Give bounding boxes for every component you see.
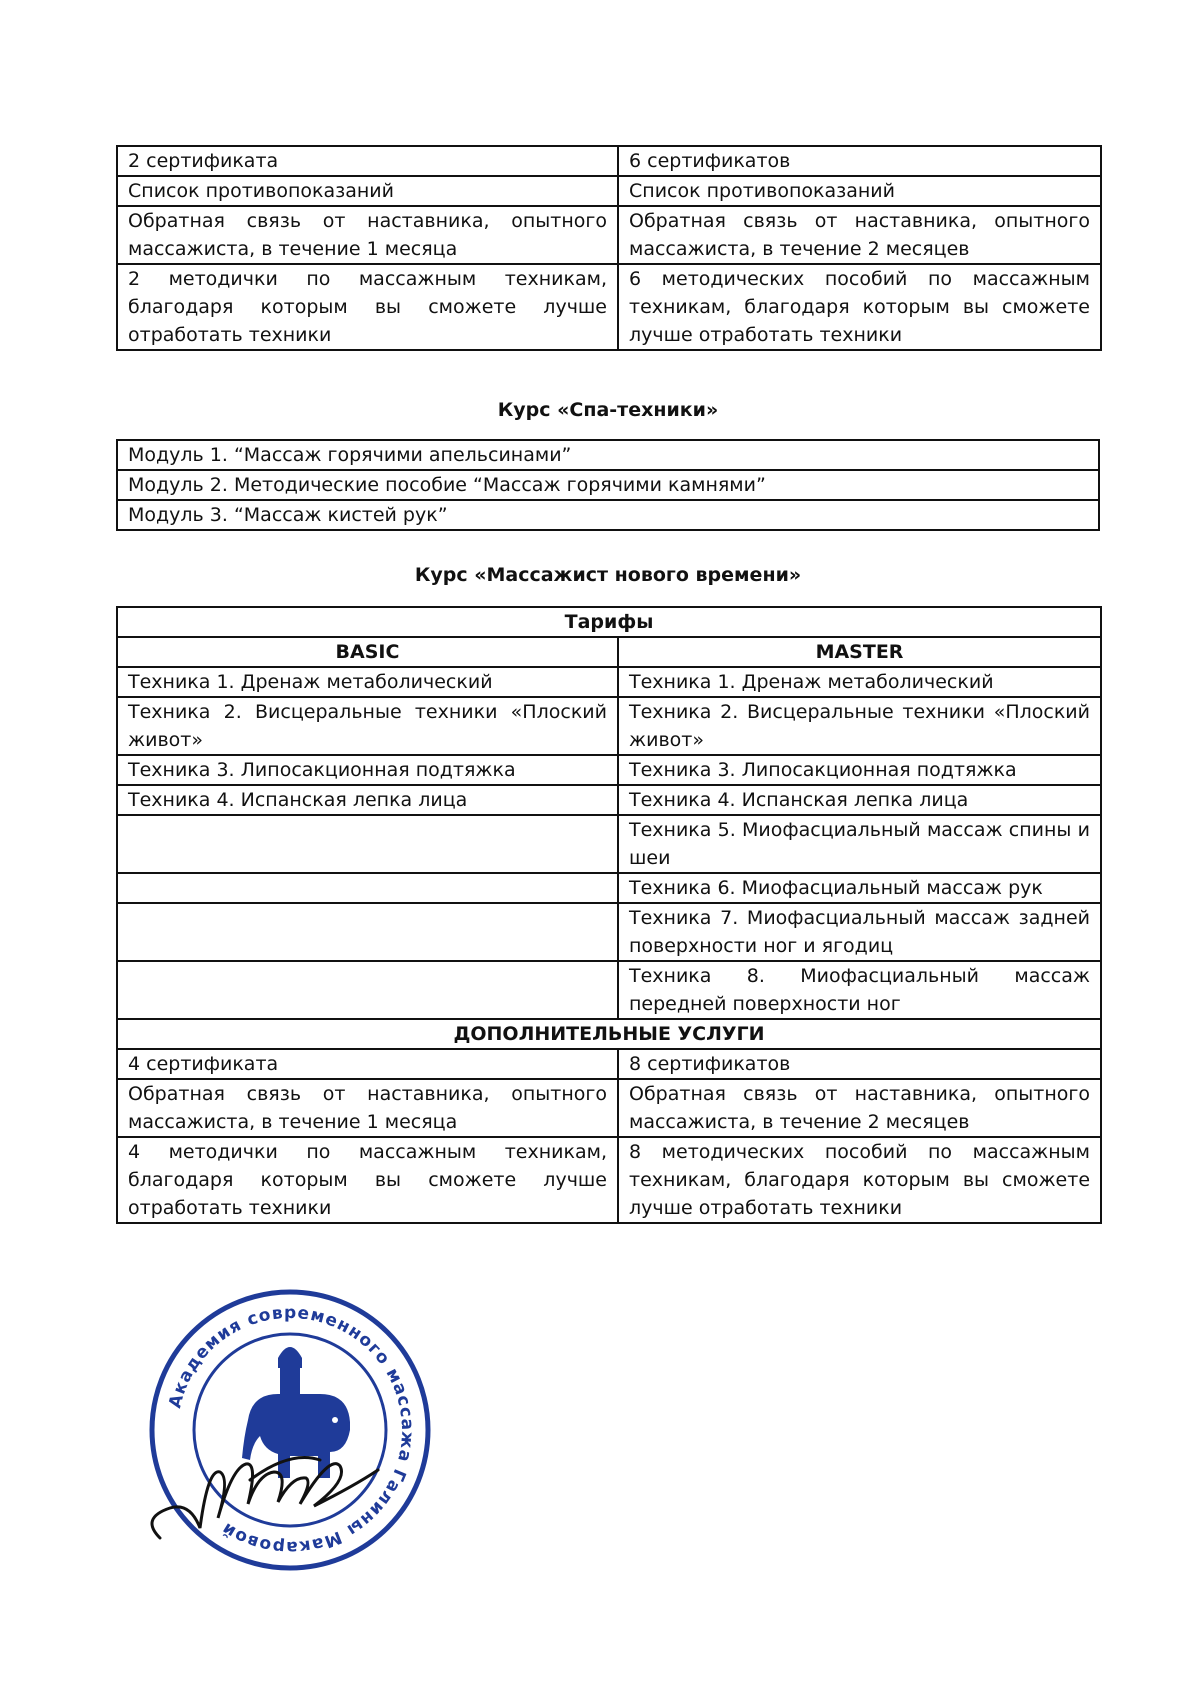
course-heading-massagist: Курс «Массажист нового времени» xyxy=(414,564,802,586)
table-cell: 2 сертификата xyxy=(117,146,618,176)
table-cell xyxy=(117,903,618,961)
table-cell: Список противопоказаний xyxy=(618,176,1101,206)
table-row xyxy=(117,755,1101,785)
table-row xyxy=(117,470,1099,500)
table-cell: Обратная связь от наставника, опытного массажиста, в течение 2 месяцев xyxy=(618,1079,1101,1137)
table-cell: 6 сертификатов xyxy=(618,146,1101,176)
table-row xyxy=(117,961,1101,1019)
table-row xyxy=(117,1049,1101,1079)
extra-services-header: ДОПОЛНИТЕЛЬНЫЕ УСЛУГИ xyxy=(117,1019,1101,1049)
table-cell: Обратная связь от наставника, опытного массажиста, в течение 2 месяцев xyxy=(618,206,1101,264)
spa-modules-table xyxy=(116,439,1100,531)
table-cell: Техника 4. Испанская лепка лица xyxy=(117,785,618,815)
table-cell: Техника 1. Дренаж метаболический xyxy=(618,667,1101,697)
table-cell: 2 методички по массажным техникам, благодаря которым вы сможете лучше отработать техники xyxy=(117,264,618,350)
table-cell: Техника 8. Миофасциальный массаж передней поверхности ног xyxy=(618,961,1101,1019)
table-cell: Техника 5. Миофасциальный массаж спины и шеи xyxy=(618,815,1101,873)
table-cell: 6 методических пособий по массажным техникам, благодаря которым вы сможете лучше отработать техники xyxy=(618,264,1101,350)
services-table-top xyxy=(116,145,1102,351)
course-heading-spa: Курс «Спа-техники» xyxy=(497,399,719,421)
table-row xyxy=(117,815,1101,873)
table-header-row xyxy=(117,607,1101,637)
table-cell: Техника 4. Испанская лепка лица xyxy=(618,785,1101,815)
table-row xyxy=(117,146,1101,176)
stamp-text: Академия современного массажа Галины Макаровой xyxy=(165,1302,418,1558)
tariffs-header: Тарифы xyxy=(117,607,1101,637)
table-cell: Техника 7. Миофасциальный массаж задней поверхности ног и ягодиц xyxy=(618,903,1101,961)
table-row xyxy=(117,440,1099,470)
table-cell: Обратная связь от наставника, опытного массажиста, в течение 1 месяца xyxy=(117,206,618,264)
table-cell: Техника 1. Дренаж метаболический xyxy=(117,667,618,697)
table-cell: Техника 3. Липосакционная подтяжка xyxy=(618,755,1101,785)
table-row xyxy=(117,873,1101,903)
table-cell: 4 сертификата xyxy=(117,1049,618,1079)
table-row xyxy=(117,206,1101,264)
table-row xyxy=(117,264,1101,350)
table-cell: 8 методических пособий по массажным техникам, благодаря которым вы сможете лучше отработать техники xyxy=(618,1137,1101,1223)
table-header-row xyxy=(117,637,1101,667)
table-row xyxy=(117,785,1101,815)
table-cell xyxy=(117,961,618,1019)
table-cell: Техника 2. Висцеральные техники «Плоский живот» xyxy=(618,697,1101,755)
table-cell: 8 сертификатов xyxy=(618,1049,1101,1079)
table-cell xyxy=(117,815,618,873)
table-cell: Техника 3. Липосакционная подтяжка xyxy=(117,755,618,785)
table-cell: Техника 2. Висцеральные техники «Плоский живот» xyxy=(117,697,618,755)
table-row xyxy=(117,903,1101,961)
table-row xyxy=(117,500,1099,530)
table-row xyxy=(117,1079,1101,1137)
table-cell xyxy=(117,873,618,903)
table-row xyxy=(117,697,1101,755)
table-cell: Техника 6. Миофасциальный массаж рук xyxy=(618,873,1101,903)
stamp-with-signature xyxy=(130,1270,450,1590)
table-cell: Список противопоказаний xyxy=(117,176,618,206)
table-row xyxy=(117,667,1101,697)
table-cell: Модуль 2. Методические пособие “Массаж горячими камнями” xyxy=(117,470,1099,500)
master-header: MASTER xyxy=(618,637,1101,667)
table-header-row xyxy=(117,1019,1101,1049)
table-row xyxy=(117,176,1101,206)
tariffs-table xyxy=(116,606,1102,1224)
table-cell: Модуль 1. “Массаж горячими апельсинами” xyxy=(117,440,1099,470)
table-cell: Обратная связь от наставника, опытного массажиста, в течение 1 месяца xyxy=(117,1079,618,1137)
table-cell: 4 методички по массажным техникам, благодаря которым вы сможете лучше отработать техники xyxy=(117,1137,618,1223)
basic-header: BASIC xyxy=(117,637,618,667)
table-cell: Модуль 3. “Массаж кистей рук” xyxy=(117,500,1099,530)
table-row xyxy=(117,1137,1101,1223)
